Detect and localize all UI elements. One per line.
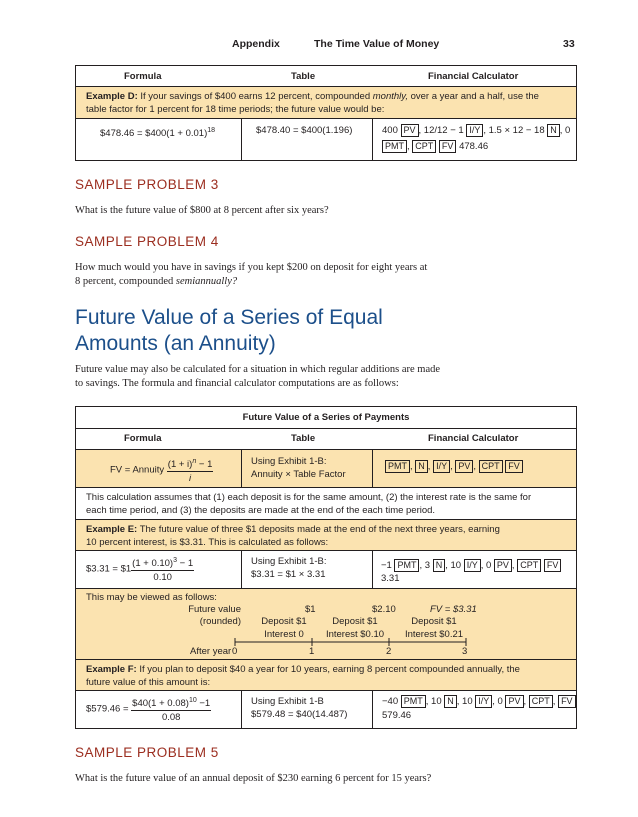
key-pmt: PMT [382,140,407,153]
divider [76,690,576,691]
col-divider [372,119,373,160]
header-title: The Time Value of Money [314,38,440,50]
section-intro-line-2: to savings. The formula and financial calculator computations are as follows: [75,378,399,389]
example-e-calc: −1 PMT , 3 N , 10 I/Y , 0 PV , CPT FV 3.31 [381,559,576,585]
assumption-note-line-2: each time period, and (3) the deposits are made at the end of the each time period. [86,505,436,516]
calc-d: 400 PV , 12/12 − 1 I/Y , 1.5 × 12 − 18 N , 0 PMT , CPT FV 478.46 [382,125,571,152]
key-pmt: PMT [385,460,410,473]
example-d-text-2: over a year and a half, use the [410,91,539,102]
example-f-calc-4: , 0 [492,696,503,707]
col-formula: Formula [124,433,162,444]
general-formula [110,455,213,485]
general-table [251,455,346,481]
col-table: Table [291,433,316,444]
timeline-deposit-1-a: Deposit $1 [261,616,307,627]
example-e-calc-5: 3.31 [381,573,400,584]
example-e-calc-4: , 0 [480,560,492,571]
key-iy: I/Y [475,695,492,708]
key-n: N [547,124,560,137]
example-e-calc-3: , 10 [445,560,462,571]
key-iy: I/Y [466,124,483,137]
table-annuity [75,406,577,729]
timeline-year-2: 2 [386,646,392,657]
general-table-line-2: Annuity × Table Factor [251,469,346,480]
timeline-future-value: Future value [188,604,241,615]
timeline-axis [226,637,476,647]
sample-problem-4-line-2: 8 percent, compounded [75,276,174,287]
example-e-formula-lhs: $3.31 = $1 [86,563,132,575]
assumption-note [86,491,571,517]
section-title-line-1: Future Value of a Series of Equal [75,306,383,329]
example-e-denominator: 0.10 [153,572,172,584]
calc-d-3: , 1.5 × 12 − 18 [483,125,545,136]
example-e-table [251,555,327,581]
timeline-deposit-2-b: Interest $0.10 [325,629,385,640]
example-e-text-1: The future value of three $1 deposits made at the end of the next three years, earning [139,524,500,535]
example-d-row [76,87,576,118]
example-e-text [86,523,571,549]
formula-d-exp: 18 [207,127,216,134]
section-title-line-2: Amounts (an Annuity) [75,332,276,355]
col-divider [372,551,373,588]
example-f-text-1: If you plan to deposit $40 a year for 10 years, earning 8 percent compounded annually, the [139,664,520,675]
table-d: $478.40 = $400(1.196) [256,125,353,136]
example-f-formula [86,694,211,724]
general-table-line-1: Using Exhibit 1-B: [251,456,327,467]
col-calc: Financial Calculator [428,71,519,82]
example-e-table-line-2: $3.31 = $1 × 3.31 [251,569,326,580]
formula-d [100,124,215,140]
key-pv: PV [505,695,523,708]
example-f-row [76,660,576,690]
key-pv: PV [401,124,419,137]
example-f-label: Example F: [86,664,137,675]
sample-problem-5-title: SAMPLE PROBLEM 5 [75,745,219,760]
example-e-calc-2: , 3 [419,560,431,571]
key-fv: FV [544,559,562,572]
table-header-row [76,66,576,86]
col-divider [241,551,242,588]
timeline-value-3: FV = $3.31 [430,604,477,615]
example-f-denominator: 0.08 [161,712,181,724]
divider [76,487,576,488]
key-pmt: PMT [401,695,426,708]
key-pv: PV [494,559,512,572]
general-formula-row [76,450,576,487]
example-f-table [251,695,347,721]
divider [76,550,576,551]
key-fv: FV [558,695,576,708]
timeline-deposit-3-a: Deposit $1 [411,616,457,627]
example-e-fraction [131,554,194,584]
example-f-num: $40(1 + 0.08) [132,698,189,710]
col-formula: Formula [124,71,162,82]
general-formula-numerator [167,455,214,472]
example-d-text-3: table factor for 1 percent for 18 time periods; the future value would be: [86,104,385,115]
key-iy: I/Y [433,460,450,473]
example-f-text-2: future value of this amount is: [86,677,211,688]
table-example-d [75,65,577,161]
timeline-intro: This may be viewed as follows: [86,592,217,603]
example-d-label: Example D: [86,91,138,102]
col-divider [372,450,373,487]
calc-d-2: , 12/12 − 1 [418,125,464,136]
example-e-numerator [131,554,194,571]
example-e-table-line-1: Using Exhibit 1-B: [251,556,327,567]
example-f-calc: −40 PMT , 10 N , 10 I/Y , 0 PV , CPT , FV 579.46 [382,695,576,723]
formula-d-text: $478.46 = $400(1 + 0.01) [100,128,208,140]
example-d-italic: monthly, [372,91,408,102]
section-intro-line-1: Future value may also be calculated for a situation in which regular additions are made [75,364,441,375]
key-iy: I/Y [464,559,481,572]
key-n: N [415,460,428,473]
col-table: Table [291,71,316,82]
assumption-note-line-1: This calculation assumes that (1) each deposit is for the same amount, (2) the interest rate is the same for [86,492,532,503]
sample-problem-4-line-1: How much would you have in savings if you kept $200 on deposit for eight years at [75,262,428,273]
col-divider [372,691,373,728]
sample-problem-4-italic: semiannually? [175,276,238,287]
section-title [75,305,383,357]
sample-problem-3-text: What is the future value of $800 at 8 percent after six years? [75,205,329,216]
timeline-row [76,589,576,659]
example-f-tail: −1 [196,698,211,710]
key-fv: FV [439,140,457,153]
example-f-text [86,663,571,689]
key-pv: PV [455,460,473,473]
page-number: 33 [563,38,575,50]
sample-problem-3-title: SAMPLE PROBLEM 3 [75,177,219,192]
example-f-table-line-2: $579.48 = $40(14.487) [251,709,348,720]
example-f-calc-1: −40 [382,696,399,707]
example-e-label: Example E: [86,524,138,535]
header-section: Appendix [232,38,280,50]
general-formula-exp: n [192,458,197,465]
sample-problem-4-title: SAMPLE PROBLEM 4 [75,234,219,249]
example-f-calc-5: 579.46 [382,710,412,721]
timeline-year-3: 3 [462,646,468,657]
section-intro [75,363,575,391]
timeline-deposit-2-a: Deposit $1 [332,616,378,627]
timeline-year-1: 1 [309,646,315,657]
divider [76,118,576,119]
calc-d-4: , 0 [559,125,571,136]
timeline-rounded: (rounded) [199,616,241,627]
general-formula-denominator: i [189,473,192,485]
example-e-tail: − 1 [177,558,194,570]
timeline-value-1: $1 [305,604,316,615]
key-fv: FV [505,460,523,473]
general-formula-tail: − 1 [196,459,213,471]
key-cpt: CPT [412,140,436,153]
timeline-after-year: After year [190,646,232,657]
timeline-deposit-3-b: Interest $0.21 [404,629,464,640]
example-e-exp: 3 [173,557,178,564]
key-n: N [444,695,457,708]
sample-problem-4-text [75,261,575,289]
example-e-num: (1 + 0.10) [132,558,174,570]
example-d-text-1: If your savings of $400 earns 12 percent, compounded [140,91,371,102]
timeline-deposit-1-b: Interest 0 [264,629,304,640]
example-e-row [76,520,576,550]
example-f-calc-2: , 10 [425,696,442,707]
general-formula-lhs: FV = Annuity [110,464,165,476]
general-formula-fraction [167,455,214,485]
calc-d-5: 478.46 [459,141,489,152]
general-formula-num: (1 + i) [167,459,193,471]
col-divider [241,691,242,728]
example-f-numerator [131,694,211,711]
divider [76,428,576,429]
key-cpt: CPT [479,460,503,473]
key-cpt: CPT [517,559,541,572]
col-divider [241,119,242,160]
table-annuity-title: Future Value of a Series of Payments [242,412,410,423]
general-calc-keys: PMT , N , I/Y , PV , CPT FV [385,460,523,473]
key-pmt: PMT [394,559,419,572]
example-f-calc-3: , 10 [456,696,473,707]
key-cpt: CPT [529,695,553,708]
timeline-year-0: 0 [232,646,238,657]
example-d-text [86,90,566,116]
col-divider [241,450,242,487]
example-e-text-2: 10 percent interest, is $3.31. This is calculated as follows: [86,537,329,548]
example-f-exp: 10 [188,697,197,704]
example-f-formula-lhs: $579.46 = [86,703,129,715]
sample-problem-5-text: What is the future value of an annual deposit of $230 earning 6 percent for 15 years? [75,773,432,784]
example-e-formula [86,554,194,584]
example-e-calc-1: −1 [381,560,392,571]
key-n: N [433,559,446,572]
timeline-value-2: $2.10 [372,604,396,615]
example-f-table-line-1: Using Exhibit 1-B [251,696,324,707]
col-calc: Financial Calculator [428,433,519,444]
example-f-fraction [131,694,211,724]
calc-d-1: 400 [382,125,398,136]
